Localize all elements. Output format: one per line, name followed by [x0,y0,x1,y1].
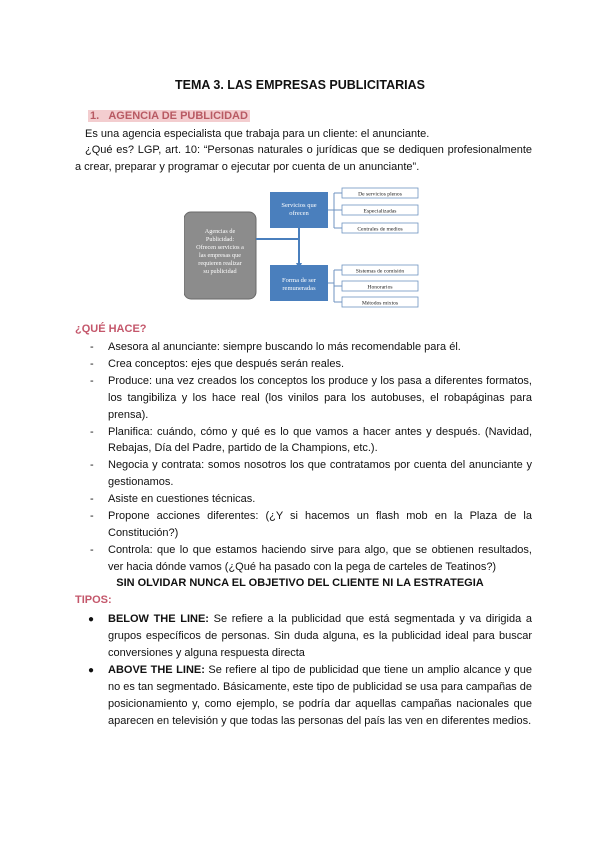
list-item: - Crea conceptos: ejes que después serán reales. [90,357,345,370]
intro-paragraph-2: ¿Qué es? LGP, art. 10: “Personas naturales o jurídicas que se dediquen profesionalmente a crear, preparar y programar o ejecutar por cuenta de un anunciante”. [75,144,532,173]
section-heading [88,110,250,122]
svg-text:De servicios plenos: De servicios plenos [358,191,402,198]
list-item: - Negocia y contrata: somos nosotros los que contratamos por cuenta del anunciante y gestionamos. [90,459,532,489]
list-item: - Produce: una vez creados los conceptos los produce y los pasa a diferentes formatos, los tangibiliza y los hace real (los vinilos para los autobuses, el robapáginas para prensa). [90,374,532,421]
list-item: ● ABOVE THE LINE: Se refiere al tipo de publicidad que tiene un amplio alcance y que no es tan segmentado. Básicamente, este tipo de publicidad se usa para campañas de posicionamiento y, como ejemplo, se podría dar aquellas campañas nacionales que aparecen en televisión y que todas las personas del país las ven en diferentes medios. [88,664,533,727]
term: ABOVE THE LINE: [108,664,205,676]
svg-text:Publicidad:: Publicidad: [205,236,235,243]
svg-text:Ofrecen servicios a: Ofrecen servicios a [196,244,244,251]
svg-text:su publicidad: su publicidad [203,268,237,275]
section-number: 1. [90,110,100,122]
svg-text:ofrecen: ofrecen [289,210,309,217]
svg-text:remuneradas: remuneradas [282,285,316,292]
svg-text:Sistemas de comisión: Sistemas de comisión [355,268,405,275]
que-hace-heading: ¿QUÉ HACE? [75,323,147,335]
svg-text:Forma de ser: Forma de ser [282,277,316,284]
svg-text:Centrales de medios: Centrales de medios [357,226,403,233]
diagram-pay-text [282,277,317,292]
svg-text:Métodos mixtos: Métodos mixtos [361,300,399,307]
svg-text:requieren realizar: requieren realizar [198,260,242,267]
list-item: - Asesora al anunciante: siempre buscando lo más recomendable para él. [90,341,461,353]
tipos-heading: TIPOS: [75,594,112,606]
svg-text:Honorarios: Honorarios [367,284,393,291]
list-item: - Controla: que lo que estamos haciendo sirve para algo, que se obtienen resultados, ver hacia dónde vamos (¿Qué ha pasado con la pega de carteles de Teatinos?) [90,543,532,573]
svg-text:Especializadas: Especializadas [363,208,397,215]
tipos-list [75,611,532,730]
svg-text:las empresas que: las empresas que [199,252,241,259]
svg-text:Agencias de: Agencias de [204,228,236,235]
que-hace-list [75,339,532,576]
intro-paragraph-1: Es una agencia especialista que trabaja para un cliente: el anunciante. [85,128,430,140]
list-item: - Asiste en cuestiones técnicas. [90,493,256,506]
reminder-text: SIN OLVIDAR NUNCA EL OBJETIVO DEL CLIENTE NI LA ESTRATEGIA [116,577,484,589]
agency-diagram [184,187,420,309]
term: BELOW THE LINE: [108,613,209,625]
svg-text:Servicios que: Servicios que [281,202,317,209]
list-item: ● BELOW THE LINE: Se refiere a la publicidad que está segmentada y va dirigida a grupos específicos de personas. Sin duda alguna, es la publicidad ideal para buscar conversiones y alguna respuesta directa [88,613,532,659]
section-label: AGENCIA DE PUBLICIDAD [108,110,248,122]
page-title: TEMA 3. LAS EMPRESAS PUBLICITARIAS [174,78,426,92]
list-item: - Planifica: cuándo, cómo y qué es lo que vamos a hacer antes y después. (Navidad, Rebajas, Día del Padre, partido de la Champions, etc.). [90,425,532,455]
list-item: - Propone acciones diferentes: (¿Y si hacemos un flash mob en la Plaza de la Constitución?) [90,510,532,539]
